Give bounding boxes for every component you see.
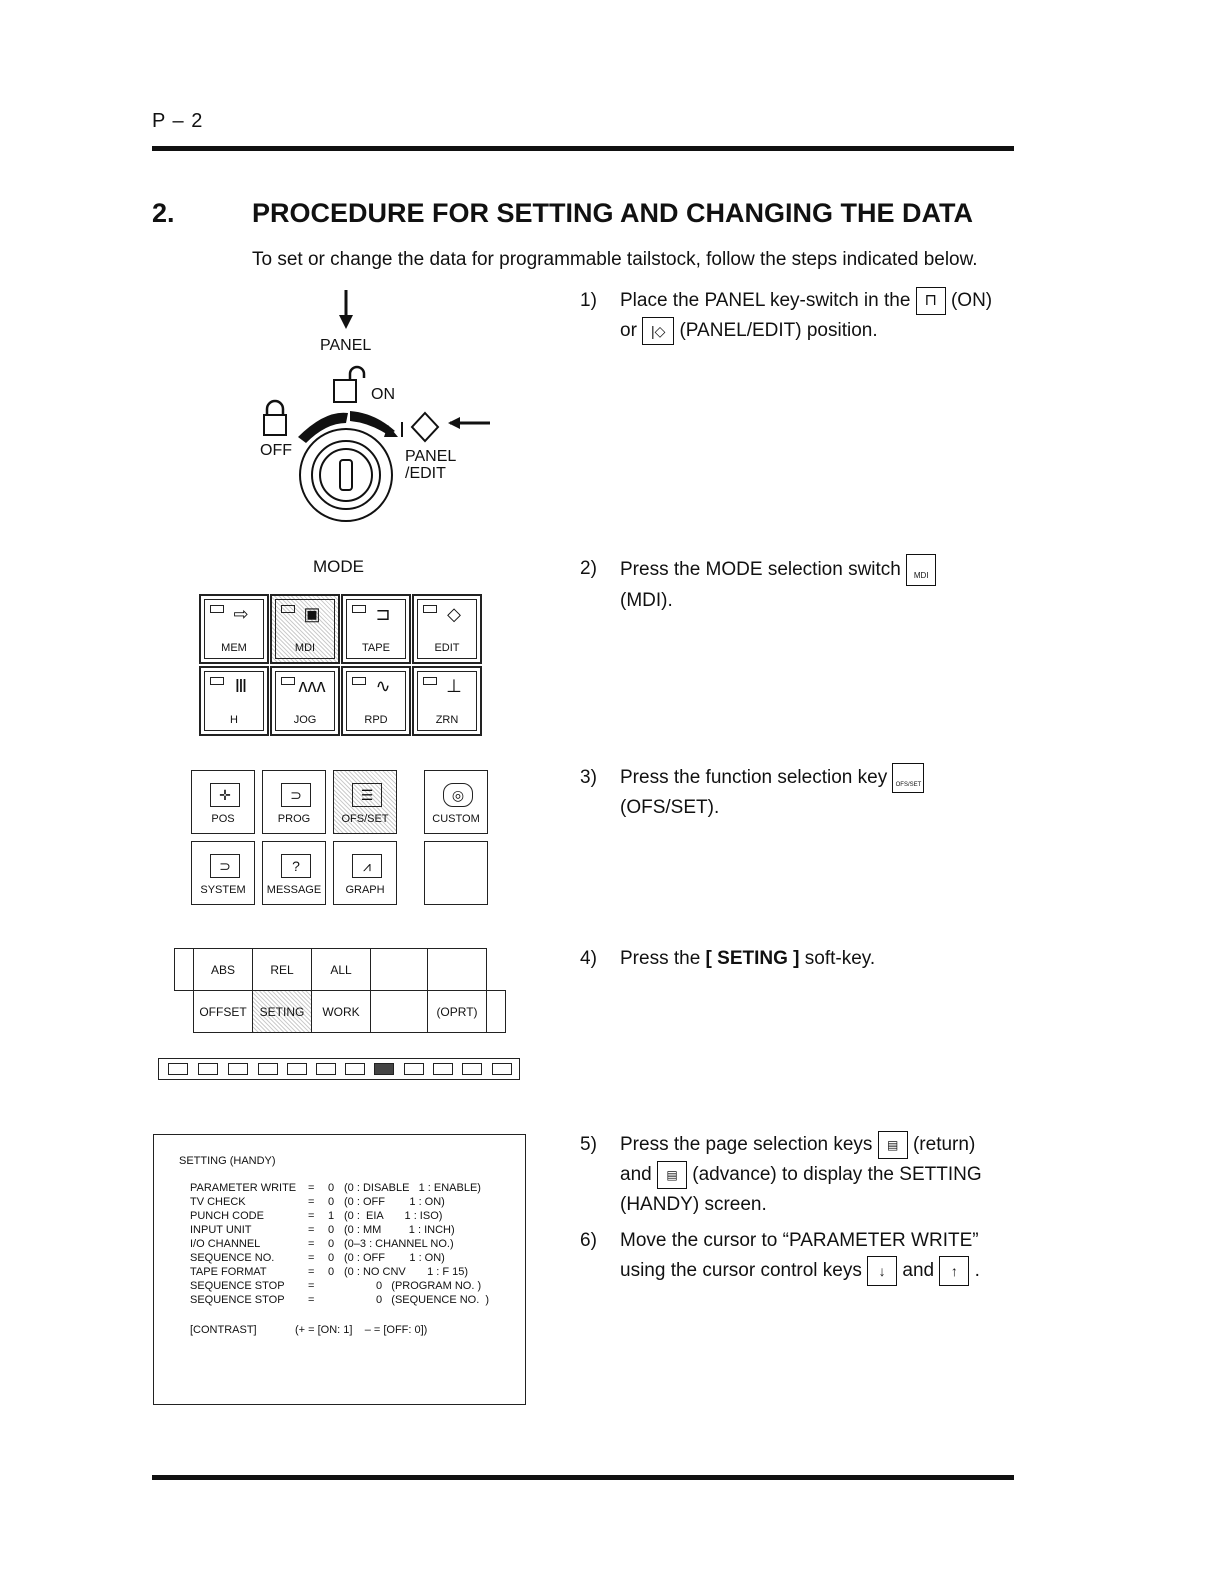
soft-key-left-end xyxy=(174,948,194,991)
step-text: Press the xyxy=(620,948,701,969)
soft-key-button[interactable] xyxy=(404,1063,424,1075)
mode-key-tape[interactable] xyxy=(341,594,411,664)
pos-icon: ✛ xyxy=(210,783,240,807)
soft-key-button[interactable] xyxy=(287,1063,307,1075)
zero-return-icon: ⊥ xyxy=(446,676,462,696)
page-down-key-icon: ▤ xyxy=(657,1161,687,1189)
rapid-icon: ∿ xyxy=(375,676,391,696)
step-text: (MDI). xyxy=(620,590,673,611)
page-up-key-icon: ▤ xyxy=(878,1131,908,1159)
contrast-desc: (+ = [ON: 1] – = [OFF: 0]) xyxy=(295,1324,428,1336)
row-eq: = xyxy=(308,1182,315,1194)
mode-key-edit[interactable] xyxy=(412,594,482,664)
row-val: 0 xyxy=(328,1224,335,1236)
screen-row xyxy=(190,1210,442,1224)
row-name: I/O CHANNEL xyxy=(190,1238,261,1250)
mode-key-jog[interactable] xyxy=(270,666,340,736)
row-eq: = xyxy=(308,1294,315,1306)
panel-switch-illustration xyxy=(250,285,510,530)
step-text: (PANEL/EDIT) position. xyxy=(679,320,878,341)
row-eq: = xyxy=(308,1210,315,1222)
row-eq: = xyxy=(308,1280,315,1292)
row-desc: (0 : NO CNV 1 : F 15) xyxy=(344,1266,469,1278)
soft-key-button-active[interactable] xyxy=(374,1063,394,1075)
soft-key-next-button[interactable] xyxy=(492,1063,512,1075)
step-text: (ON) xyxy=(950,290,993,311)
top-rule xyxy=(152,146,1014,151)
function-key-custom[interactable] xyxy=(424,770,488,834)
row-eq: = xyxy=(308,1266,315,1278)
step-number: 2) xyxy=(580,558,597,579)
system-icon: ⊃ xyxy=(210,854,240,878)
function-key-blank[interactable] xyxy=(424,841,488,905)
row-desc: 0 (SEQUENCE NO. ) xyxy=(376,1294,490,1306)
soft-key-button[interactable] xyxy=(316,1063,336,1075)
mode-key-label: JOG xyxy=(293,714,317,726)
mode-key-mem[interactable] xyxy=(199,594,269,664)
row-desc: (0 : EIA 1 : ISO) xyxy=(344,1210,443,1222)
soft-key-blank-2[interactable] xyxy=(427,948,487,991)
mode-key-label: MDI xyxy=(294,642,316,654)
contrast-label: [CONTRAST] xyxy=(190,1324,257,1336)
row-val: 0 xyxy=(328,1252,335,1264)
step-text: and xyxy=(902,1260,935,1282)
mdi-key-icon-label: MDI xyxy=(913,571,929,580)
function-key-label: GRAPH xyxy=(345,884,385,896)
step-text: (OFS/SET). xyxy=(620,797,720,819)
function-key-graph[interactable] xyxy=(333,841,397,905)
ofs-set-key-icon xyxy=(892,763,924,793)
step-text-bold: [ SETING ] xyxy=(705,948,800,969)
step-number: 6) xyxy=(580,1230,597,1251)
graph-icon: ⩘ xyxy=(352,854,382,878)
step-text: . xyxy=(974,1260,980,1282)
soft-key-right-end xyxy=(486,990,506,1033)
tape-icon: ⊐ xyxy=(375,604,391,624)
step-text: soft-key. xyxy=(804,948,876,969)
step-number: 3) xyxy=(580,767,597,788)
prog-icon: ⊃ xyxy=(281,783,311,807)
soft-key-button[interactable] xyxy=(345,1063,365,1075)
soft-key-work[interactable]: WORK xyxy=(311,990,371,1033)
message-icon: ? xyxy=(281,854,311,878)
soft-key-blank-1[interactable] xyxy=(370,948,428,991)
panel-edit-label-1: PANEL xyxy=(405,448,457,465)
row-desc: (0 : OFF 1 : ON) xyxy=(344,1196,445,1208)
screen-row xyxy=(190,1280,481,1294)
soft-key-return-button[interactable] xyxy=(168,1063,188,1075)
row-val: 0 xyxy=(328,1182,335,1194)
step-2 xyxy=(580,554,1020,616)
step-3 xyxy=(580,763,1020,825)
step-text: Move the cursor to “PARAMETER WRITE” xyxy=(620,1230,979,1251)
edit-icon: ◇ xyxy=(447,604,461,624)
screen-row xyxy=(190,1238,454,1252)
row-desc: (0 : DISABLE 1 : ENABLE) xyxy=(344,1182,481,1194)
function-key-system[interactable] xyxy=(191,841,255,905)
step-text: Press the function selection key xyxy=(620,767,888,789)
step-6 xyxy=(580,1226,1020,1288)
mode-key-zrn[interactable] xyxy=(412,666,482,736)
step-text: Press the page selection keys xyxy=(620,1134,873,1155)
jog-icon: ʌʌʌ xyxy=(298,676,326,696)
screen-row xyxy=(190,1294,489,1308)
row-val: 0 xyxy=(328,1196,335,1208)
mode-key-h[interactable] xyxy=(199,666,269,736)
screen-row xyxy=(190,1224,455,1238)
soft-key-button[interactable] xyxy=(198,1063,218,1075)
step-text: or xyxy=(620,320,637,341)
soft-key-all[interactable]: ALL xyxy=(311,948,371,991)
function-key-label: PROG xyxy=(277,813,311,825)
row-eq: = xyxy=(308,1196,315,1208)
mode-title: MODE xyxy=(313,557,364,576)
mode-key-label: RPD xyxy=(364,714,388,726)
row-name: SEQUENCE STOP xyxy=(190,1294,285,1306)
screen-row xyxy=(190,1196,445,1210)
soft-key-button[interactable] xyxy=(433,1063,453,1075)
on-label: ON xyxy=(371,386,395,403)
cursor-down-key-icon: ↓ xyxy=(867,1256,897,1286)
row-name: INPUT UNIT xyxy=(190,1224,252,1236)
row-desc: (0–3 : CHANNEL NO.) xyxy=(344,1238,454,1250)
soft-key-button[interactable] xyxy=(258,1063,278,1075)
panel-edit-label-2: /EDIT xyxy=(405,465,446,482)
function-key-label: OFS/SET xyxy=(341,813,389,825)
soft-key-oprt[interactable]: (OPRT) xyxy=(427,990,487,1033)
row-desc: (0 : OFF 1 : ON) xyxy=(344,1252,445,1264)
mode-key-label: ZRN xyxy=(435,714,459,726)
setting-handy-screen xyxy=(153,1134,526,1405)
soft-key-blank-3[interactable] xyxy=(370,990,428,1033)
off-label: OFF xyxy=(260,442,292,459)
row-desc: (0 : MM 1 : INCH) xyxy=(344,1224,455,1236)
step-number: 1) xyxy=(580,290,597,311)
screen-contrast-row xyxy=(190,1324,427,1338)
step-5 xyxy=(580,1130,1020,1222)
row-eq: = xyxy=(308,1252,315,1264)
function-key-label: CUSTOM xyxy=(432,813,480,825)
panel-label: PANEL xyxy=(320,337,372,354)
row-eq: = xyxy=(308,1224,315,1236)
row-name: PARAMETER WRITE xyxy=(190,1182,297,1194)
screen-row xyxy=(190,1252,445,1266)
step-text: and xyxy=(620,1164,652,1185)
row-val: 1 xyxy=(328,1210,335,1222)
row-name: TAPE FORMAT xyxy=(190,1266,267,1278)
section-number: 2. xyxy=(152,198,175,228)
unlock-icon: ⊓ xyxy=(916,287,946,315)
screen-row xyxy=(190,1266,468,1280)
soft-key-seting[interactable]: SETING xyxy=(252,990,312,1033)
row-name: TV CHECK xyxy=(190,1196,246,1208)
intro-text: To set or change the data for programmable tailstock, follow the steps indicated below. xyxy=(252,249,978,270)
screen-title: SETTING (HANDY) xyxy=(179,1155,276,1167)
step-number: 5) xyxy=(580,1134,597,1155)
soft-key-rel[interactable]: REL xyxy=(252,948,312,991)
function-key-label: SYSTEM xyxy=(200,884,246,896)
panel-edit-icon: |◇ xyxy=(642,317,674,345)
soft-key-offset[interactable]: OFFSET xyxy=(193,990,253,1033)
mode-key-mdi[interactable] xyxy=(270,594,340,664)
row-val: 0 xyxy=(328,1238,335,1250)
bottom-rule xyxy=(152,1475,1014,1480)
row-desc: 0 (PROGRAM NO. ) xyxy=(376,1280,482,1292)
ofs-set-icon: ☰ xyxy=(352,783,382,807)
soft-key-button[interactable] xyxy=(462,1063,482,1075)
section-title: PROCEDURE FOR SETTING AND CHANGING THE DATA xyxy=(252,198,973,228)
soft-key-abs[interactable]: ABS xyxy=(193,948,253,991)
function-key-label: MESSAGE xyxy=(266,884,322,896)
mem-icon: ⇨ xyxy=(233,604,249,624)
step-text: (advance) to display the SETTING (HANDY) screen. xyxy=(620,1164,982,1215)
mode-key-label: EDIT xyxy=(434,642,460,654)
mdi-key-icon xyxy=(906,554,936,586)
custom-icon: ◎ xyxy=(443,783,473,807)
function-key-ofs-set[interactable] xyxy=(333,770,397,834)
panel-switch-diagram xyxy=(250,285,510,530)
mdi-icon: ▣ xyxy=(303,604,321,624)
soft-key-button[interactable] xyxy=(228,1063,248,1075)
handle-icon: Ⅲ xyxy=(234,676,248,696)
step-text: using the cursor control keys xyxy=(620,1260,862,1282)
step-text: Press the MODE selection switch xyxy=(620,559,901,581)
mode-key-rpd[interactable] xyxy=(341,666,411,736)
row-val: 0 xyxy=(328,1266,335,1278)
function-key-pos[interactable] xyxy=(191,770,255,834)
step-4 xyxy=(580,944,1020,976)
row-eq: = xyxy=(308,1238,315,1250)
ofs-set-key-icon-label: OFS/SET xyxy=(895,782,922,788)
cursor-up-key-icon: ↑ xyxy=(939,1256,969,1286)
step-number: 4) xyxy=(580,948,597,969)
row-name: SEQUENCE STOP xyxy=(190,1280,285,1292)
row-name: PUNCH CODE xyxy=(190,1210,264,1222)
step-text: (return) xyxy=(912,1134,976,1155)
function-key-label: POS xyxy=(211,813,235,825)
function-key-message[interactable] xyxy=(262,841,326,905)
mode-key-label: TAPE xyxy=(362,642,390,654)
function-key-prog[interactable] xyxy=(262,770,326,834)
page-number: P – 2 xyxy=(152,110,204,132)
mode-key-label: MEM xyxy=(221,642,247,654)
mode-key-label: H xyxy=(230,714,238,726)
screen-row-parameter-write[interactable] xyxy=(190,1182,481,1196)
step-1 xyxy=(580,286,1020,348)
row-name: SEQUENCE NO. xyxy=(190,1252,275,1264)
step-text: Place the PANEL key-switch in the xyxy=(620,290,911,311)
